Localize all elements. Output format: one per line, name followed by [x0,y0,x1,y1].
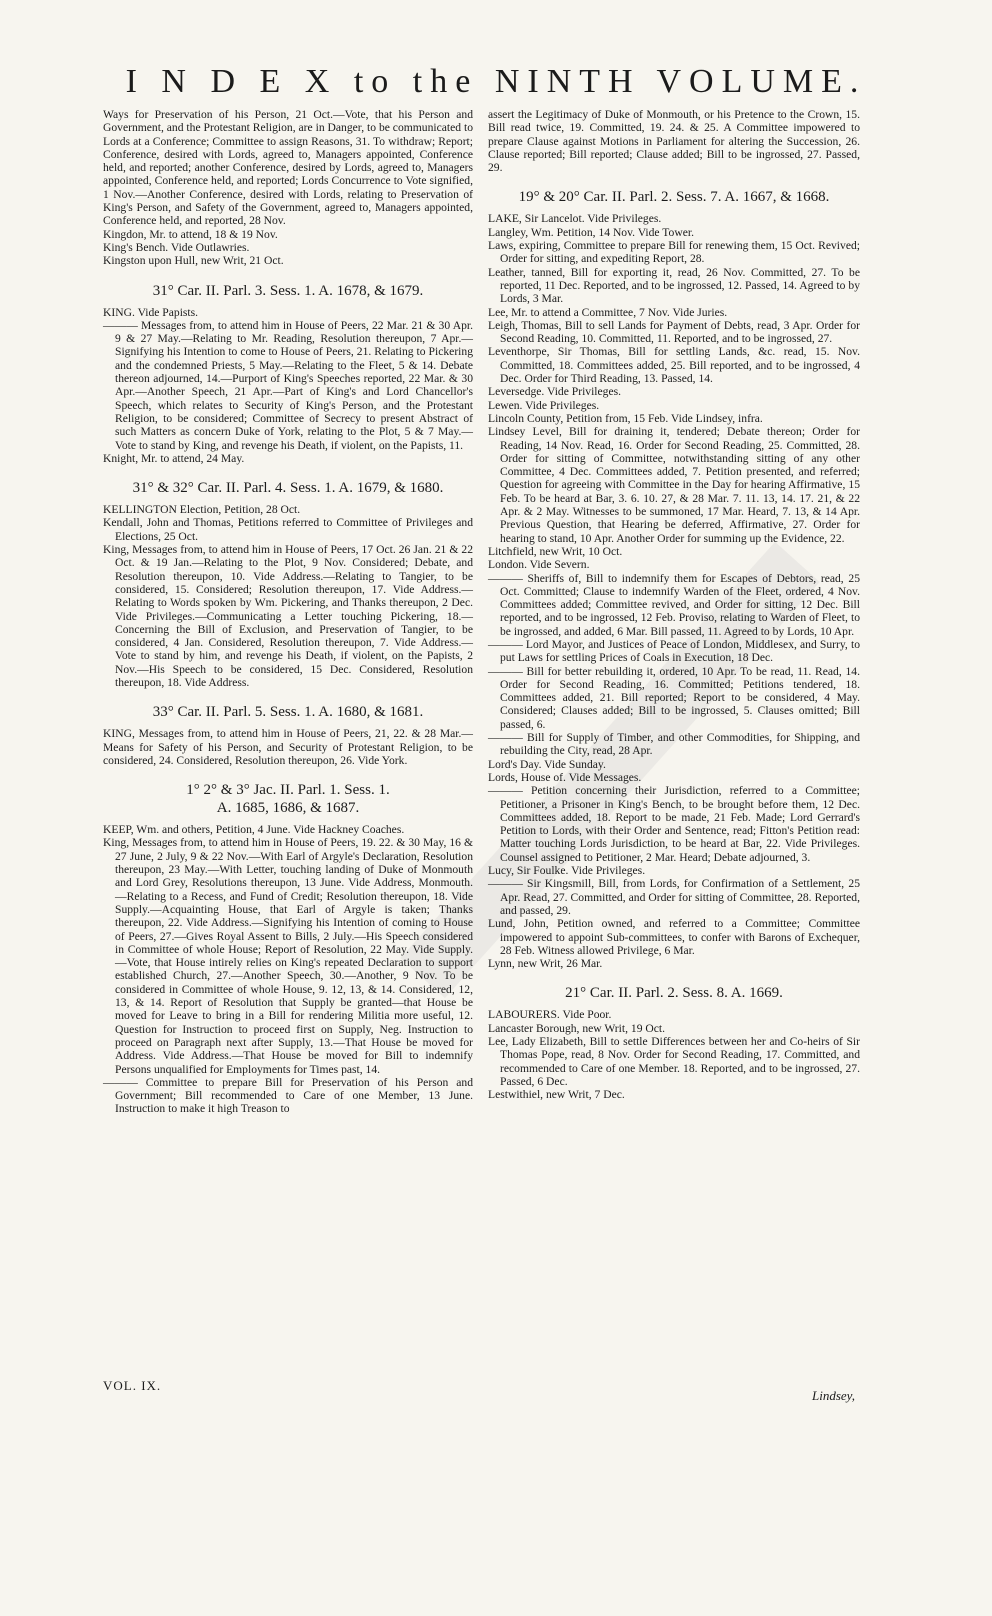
entry: Litchfield, new Writ, 10 Oct. [488,544,623,558]
section-heading: 33° Car. II. Parl. 5. Sess. 1. A. 1680, & 1681. [152,704,424,721]
section-lead: KING, Messages from, to attend him in House of Peers, 21, 22. & 28 Mar.—Means for Safety of his Person, and Security of Protestant Religion, to be considered, 24. Considered, Resolution thereupon, 26. Vide York. [103,727,473,767]
entry: Kendall, John and Thomas, Petitions referred to Committee of Privileges and Elections, 25 Oct. [103,516,473,543]
entry: Lewen. Vide Privileges. [488,398,600,412]
entry: Lee, Mr. to attend a Committee, 7 Nov. Vide Juries. [488,305,728,319]
entry: Lancaster Borough, new Writ, 19 Oct. [488,1021,666,1035]
section-lead: KELLINGTON Election, Petition, 28 Oct. [103,503,301,517]
section-lead: KEEP, Wm. and others, Petition, 4 June. Vide Hackney Coaches. [103,823,405,837]
entry: King's Bench. Vide Outlawries. [103,240,250,254]
entry: Lee, Lady Elizabeth, Bill to settle Differences between her and Co-heirs of Sir Thomas Pope, read, 8 Nov. Order for Second Reading, 17. Committed, and recommended to Care of one Member. 18. Reported, and to be ingrossed, 27. Passed, 6 Dec. [488,1035,860,1088]
entry: ——— Sheriffs of, Bill to indemnify them for Escapes of Debtors, read, 25 Oct. Committed; Clause to indemnify Warden of the Fleet, ordered, 4 Nov. Committees added; Committee revived, and Order for sitting, 12 Dec. Bill reported, and to be ingrossed, 12 Feb. Proviso, relating to Warden of Fleet, to be ingrossed, and added, 6 Mar. Bill passed, 11. Agreed to by Lords, 10 Apr. [488,571,860,638]
right-column [488,108,860,1101]
entry: Lestwithiel, new Writ, 7 Dec. [488,1088,625,1102]
entry: ——— Committee to prepare Bill for Preservation of his Person and Government; Bill recommended to Care of one Member, 13 June. Instruction to make it high Treason to [103,1075,473,1116]
section-lead: LABOURERS. Vide Poor. [488,1008,612,1022]
entry: ——— Lord Mayor, and Justices of Peace of London, Middlesex, and Surry, to put Laws for settling Prices of Coals in Execution, 18 Dec. [488,637,860,665]
entry: Leversedge. Vide Privileges. [488,385,622,399]
section-heading: 19° & 20° Car. II. Parl. 2. Sess. 7. A. 1667, & 1668. [518,189,830,206]
entry: ——— Bill for Supply of Timber, and other Commodities, for Shipping, and rebuilding the City, read, 28 Apr. [488,731,860,758]
volume-footer: VOL. IX. [103,1378,162,1393]
entry: Lord's Day. Vide Sunday. [488,757,606,771]
entry: ——— Sir Kingsmill, Bill, from Lords, for Confirmation of a Settlement, 25 Apr. Read, 27. Committed, and Order for sitting of Committee, 28. Reported, and passed, 29. [488,877,860,917]
entry: Laws, expiring, Committee to prepare Bill for renewing them, 15 Oct. Revived; Order for sitting, and expediting Report, 28. [488,239,860,266]
entry: Leigh, Thomas, Bill to sell Lands for Payment of Debts, read, 3 Apr. Order for Second Reading, 10. Committed, 11. Reported, and to be ingrossed, 27. [488,318,860,346]
catchword: Lindsey, [812,1388,855,1403]
entry: Lucy, Sir Foulke. Vide Privileges. [488,864,646,878]
section-heading: 31° & 32° Car. II. Parl. 4. Sess. 1. A. 1679, & 1680. [132,480,444,497]
entry: Knight, Mr. to attend, 24 May. [103,451,245,465]
left-column [103,108,473,1116]
entry: Leather, tanned, Bill for exporting it, read, 26 Nov. Committed, 27. To be reported, 11 Dec. Reported, and to be ingrossed, 12. Passed, 14. Agreed to by Lords, 3 Mar. [488,265,860,306]
entry: Lund, John, Petition owned, and referred to a Committee; Committee impowered to appoint Sub-committees, to confer with Barons of Exchequer, 28 Feb. Witness allowed Privilege, 6 Mar. [488,917,860,957]
entry: Kingston upon Hull, new Writ, 21 Oct. [103,254,284,268]
section-heading: 1° 2° & 3° Jac. II. Parl. 1. Sess. 1. [186,782,390,799]
entry: Ways for Preservation of his Person, 21 Oct.—Vote, that his Person and Government, and the Protestant Religion, are in Danger, to be communicated to Lords at a Conference; Committee to assign Reasons, 31. To withdraw; Report; Conference, desired with Lords, agreed to, Managers appointed, Conference held, and reported; another Conference, desired by Lords, agreed to, Managers appointed, Conference held, and reported; Lords Concurrence to Vote signified, 1 Nov.—Another Conference, desired with Lords, relating to Preservation of King's Person, and Safety of the Government, agreed to, Managers appointed, Conference held, and reported, 28 Nov. [103,108,473,228]
section-heading: 31° Car. II. Parl. 3. Sess. 1. A. 1678, & 1679. [152,282,424,299]
entry: Leventhorpe, Sir Thomas, Bill for settling Lands, &c. read, 15. Nov. Committed, 18. Committees added, 25. Bill reported, and to be ingrossed, 4 Dec. Order for Third Reading, 13. Passed, 14. [488,345,860,386]
entry: King, Messages from, to attend him in House of Peers, 17 Oct. 26 Jan. 21 & 22 Oct. & 19 Jan.—Relating to the Plot, 9 Nov. Considered; Debate, and Resolution thereupon, 10. Vide Address.—Relating to Tangier, to be considered, 15. Considered; Resolution thereupon, 17. Vide Address.—Relating to Words spoken by Wm. Pickering, and Thanks thereupon, 2 Dec. Vide Privileges.—Communicating a Letter touching Pickering, 18.—Concerning the Bill of Exclusion, and Preservation of Tangier, to be considered, 4 Jan. Considered, Resolution thereupon, 7. Vide Address.—Vote to stand by him, and revenge his Death, if violent, on the Papists, 2 Nov.—His Speech to be considered, 15 Dec. Considered, Resolution thereupon, 18. Vide Address. [103,543,473,689]
entry: Kingdon, Mr. to attend, 18 & 19 Nov. [103,227,278,241]
section-lead: KING. Vide Papists. [103,305,199,319]
section-lead: LAKE, Sir Lancelot. Vide Privileges. [488,212,662,226]
entry: ——— Petition concerning their Jurisdiction, referred to a Committee; Petitioner, a Prisoner in King's Bench, to be brought before them, 12 Dec. Committees added, 18. Report to be made, 21 Feb. Made; Lord Gerrard's Petition to Lords, with their Order and Sentence, read; Fitton's Petition read: Matter touching Lords Jurisdiction, to be heard at Bar, 22. Vide Privileges. Counsel assigned to Petitioner, 2 Mar. Heard; Debate adjourned, 3. [488,784,860,864]
entry: ——— Messages from, to attend him in House of Peers, 22 Mar. 21 & 30 Apr. 9 & 27 May.—Relating to Mr. Reading, Resolution thereupon, 7 Apr.—Signifying his Intention to come to House of Peers, 21. Relating to Pickering and the condemned Priests, 5 May.—Relating to the Fleet, 5 & 14. Debate thereon adjourned, 14.—Purport of King's Speeches reported, 22 Mar. & 30 Apr.—Another Speech, 21 Apr.—Part of King's and Lord Chancellor's Speech, which relates to Security of King's Person, and the Protestant Religion, to be considered; Committee of Secrecy to present Abstract of such Matters as concern Duke of York, relating to the Plot, 5 & 7 May.—Vote to stand by King, and revenge his Death, if violent, on the Papists, 11. [103,318,473,452]
entry: Lincoln County, Petition from, 15 Feb. Vide Lindsey, infra. [488,411,763,425]
section-heading-line2: A. 1685, 1686, & 1687. [216,800,360,817]
entry: Lindsey Level, Bill for draining it, tendered; Debate thereon; Order for Reading, 14 Nov. Read, 16. Order for Second Reading, 25. Committed, 28. Order for sitting of Committee, notwithstanding sitting of any other Committee, 4 Dec. Committees added, 7. Petition presented, and referred; Question for agreeing with Committee in the Day for hearing Affirmative, 15 Feb. To be heard at Bar, 3. 6. 10. 27, & 28 Mar. 7. 11. 13, 14. 17. 21, & 22 Apr. & 2 May. Witnesses to be summoned, 17 Mar. Heard, 7. 13, & 14 Apr. Previous Question, that Hearing be deferred, Affirmative, 27. Order for hearing to stand, 10 Apr. Another Order for summing up the Evidence, 22. [488,425,860,545]
entry: assert the Legitimacy of Duke of Monmouth, or his Pretence to the Crown, 15. Bill read twice, 19. Committed, 19. 24. & 25. A Committee impowered to prepare Clause against Motions in Parliament for altering the Succession, 26. Clause reported; Bill reported; Clause added; Bill to be ingrossed, 27. Passed, 29. [488,108,860,175]
entry: Lynn, new Writ, 26 Mar. [488,957,603,971]
page-title: I N D E X to the NINTH VOLUME. [125,63,867,100]
entry: London. Vide Severn. [488,558,590,572]
entry: Langley, Wm. Petition, 14 Nov. Vide Tower. [488,225,694,239]
entry: King, Messages from, to attend him in House of Peers, 19. 22. & 30 May, 16 & 27 June, 2 July, 9 & 22 Nov.—With Earl of Argyle's Declaration, Resolution thereupon, 23 May.—With Letter, touching landing of Duke of Monmouth and Lord Grey, Resolutions thereupon, 13 June. Vide Address, Monmouth.—Relating to a Recess, and Fund of Credit; Resolution thereupon, 18. Vide Supply.—Acquainting House, that Earl of Argyle is taken; Thanks thereupon, 22. Vide Address.—Signifying his Intention of coming to House of Peers, 27.—Gives Royal Assent to Bills, 2 July.—His Speech considered in Committee of whole House; Report of Resolution, 22 May. Vide Supply.—Vote, that House intirely relies on King's repeated Declaration to support established Church, 27.—Another Speech, 30.—Another, 9 Nov. To be considered in Committee of whole House, 9. 12, 13, & 14. Considered, 12, 13, & 14. Report of Resolution that Supply be granted—that House be moved for Leave to bring in a Bill for rendering Militia more useful, 12. Question for Instruction to proceed first on Supply, Neg. Instruction to proceed on Paragraph next after Supply, 13.—That House be moved for Address. Vide Address.—That House be moved for Bill to indemnify Persons unqualified for Employments for Times past, 14. [103,836,473,1076]
entry: ——— Bill for better rebuilding it, ordered, 10 Apr. To be read, 11. Read, 14. Order for Second Reading, 16. Committed; Petitions tendered, 18. Committees added, 21. Bill reported; Report to be considered, 4 May. Considered; Clauses added; Bill to be ingrossed, 5. Clauses omitted; Bill passed, 6. [488,664,860,731]
section-heading: 21° Car. II. Parl. 2. Sess. 8. A. 1669. [565,985,783,1002]
entry: Lords, House of. Vide Messages. [488,770,642,784]
